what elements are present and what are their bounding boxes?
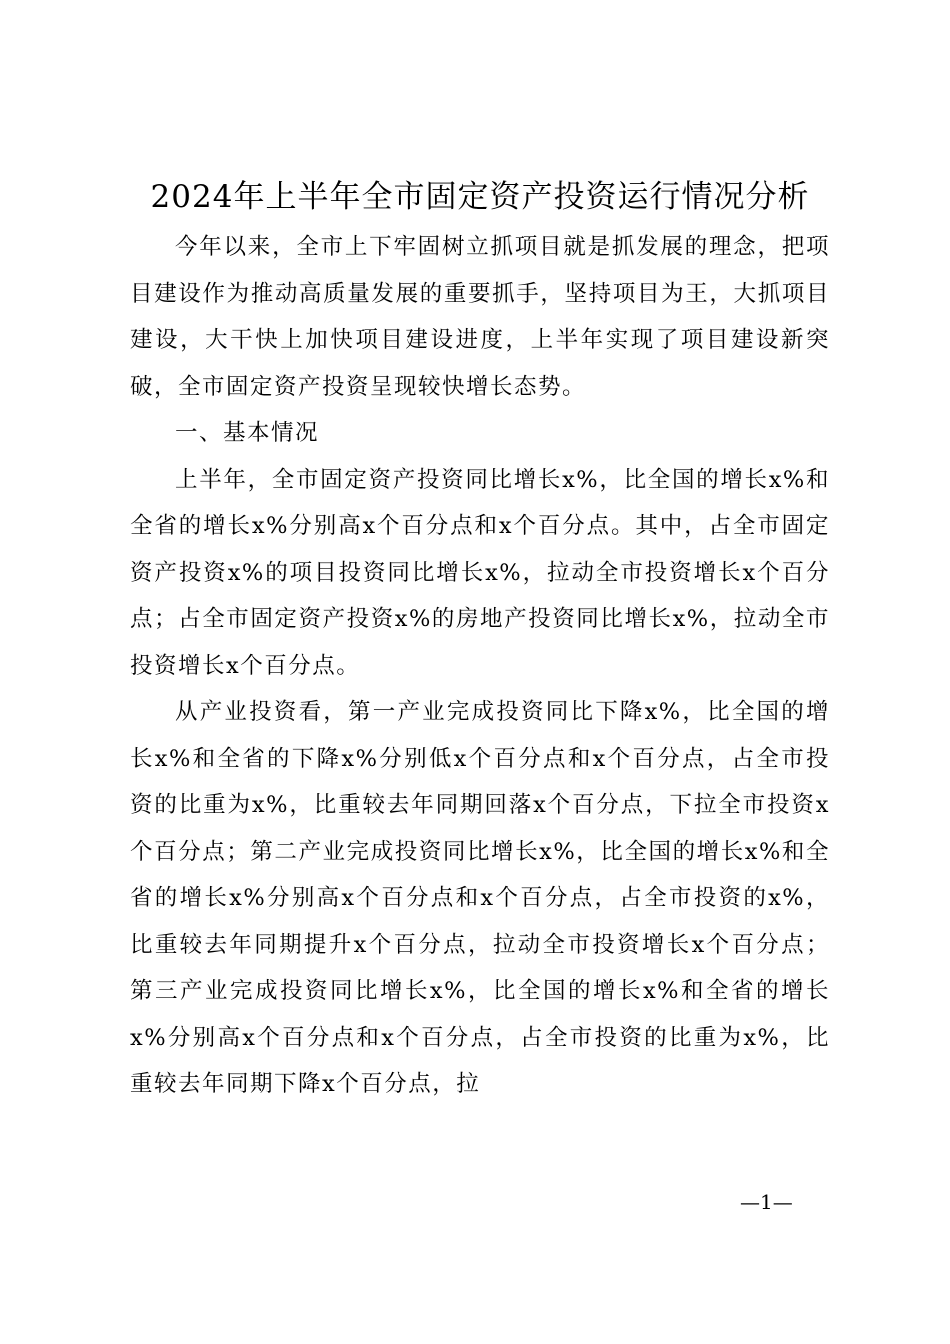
intro-paragraph: 今年以来，全市上下牢固树立抓项目就是抓发展的理念，把项目建设作为推动高质量发展的重要抓手，坚持项目为王，大抓项目建设，大干快上加快项目建设进度，上半年实现了项目建设新突破，全市固定资产投资呈现较快增长态势。 [130, 234, 830, 400]
document-body [130, 174, 830, 1108]
section-heading: 一、基本情况 [175, 420, 320, 446]
page-number: —1— [740, 1190, 793, 1214]
document-title: 2024年上半年全市固定资产投资运行情况分析 [150, 179, 810, 215]
basic-situation-paragraph: 上半年，全市固定资产投资同比增长x%，比全国的增长x%和全省的增长x%分别高x个百分点和x个百分点。其中，占全市固定资产投资x%的项目投资同比增长x%，拉动全市投资增长x个百分点；占全市固定资产投资x%的房地产投资同比增长x%，拉动全市投资增长x个百分点。 [130, 466, 830, 679]
industry-investment-paragraph: 从产业投资看，第一产业完成投资同比下降x%，比全国的增长x%和全省的下降x%分别低x个百分点和x个百分点，占全市投资的比重为x%，比重较去年同期回落x个百分点，下拉全市投资x个百分点；第二产业完成投资同比增长x%，比全国的增长x%和全省的增长x%分别高x个百分点和x个百分点，占全市投资的x%，比重较去年同期提升x个百分点，拉动全市投资增长x个百分点；第三产业完成投资同比增长x%，比全国的增长x%和全省的增长x%分别高x个百分点和x个百分点，占全市投资的比重为x%，比重较去年同期下降x个百分点，拉 [130, 699, 830, 1097]
